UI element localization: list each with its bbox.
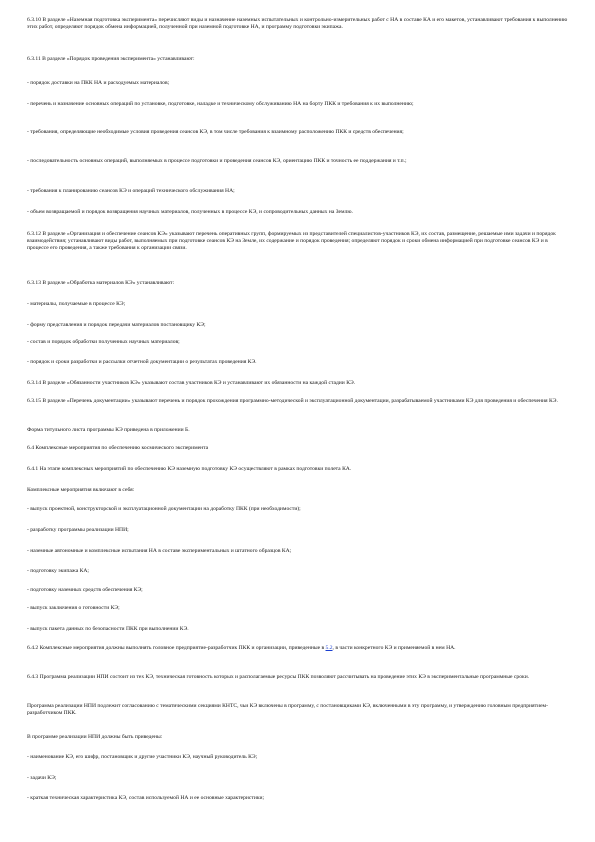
list-item: - состав и порядок обработки полученных научных материалов;: [27, 339, 180, 345]
paragraph-6-3-13: 6.3.13 В разделе «Обработка материалов КЭ» устанавливают:: [27, 280, 175, 286]
list-item: - подготовку наземных средств обеспечения КЭ;: [27, 587, 143, 593]
paragraph-6-3-12: 6.3.12 В разделе «Организация и обеспечение сеансов КЭ» указывают перечень оперативных групп, формируемых из представителей специалистов-участников КЭ, их состав, размещение, решаемые ими задачи и порядок взаимодействия; устанавливают виды работ, выполняемых при подготовке сеансов КЭ на Земле, их содержание и порядок проведения; определяют порядок и сроки обмена информацией при подготовке сеансов КЭ и в процессе его проведения, а также требования к организации связи.: [27, 231, 556, 252]
list-item: - выпуск заключения о готовности КЭ;: [27, 605, 120, 611]
paragraph-6-3-11: 6.3.11 В разделе «Порядок проведения эксперимента» устанавливают:: [27, 56, 195, 62]
paragraph-title-form: Форма титульного листа программы КЭ приведена в приложении Б.: [27, 427, 190, 433]
section-link[interactable]: 5.2: [325, 645, 333, 651]
list-item: - выпуск проектной, конструкторской и эксплуатационной документации на доработку ПКК (при необходимости);: [27, 506, 301, 512]
paragraph-6-3-14: 6.3.14 В разделе «Обязанности участников КЭ» указывают состав участников КЭ и устанавливают их обязанности на каждой стадии КЭ.: [27, 380, 356, 386]
list-item: - перечень и назначение основных операций по установке, подготовке, наладке и техническому обслуживанию НА на борту ПКК и требования к их выполнению;: [27, 101, 414, 107]
paragraph-6-4-1: 6.4.1 На этапе комплексных мероприятий по обеспечению КЭ наземную подготовку КЭ осуществляют в рамках подготовки полета КА.: [27, 466, 352, 472]
list-item: - форму представления и порядок передачи материалов постановщику КЭ;: [27, 322, 206, 328]
list-item: - требования, определяющие необходимые условия проведения сеансов КЭ, в том числе требования к взаимному расположению ПКК и средств обеспечения;: [27, 129, 404, 135]
list-item: - подготовку экипажа КА;: [27, 568, 89, 574]
list-item: - порядок и сроки разработки и рассылки отчетной документации о результатах проведения КЭ.: [27, 359, 257, 365]
paragraph-6-3-15: 6.3.15 В разделе «Перечень документации» указывают перечень и порядок прохождения программно-методической и эксплуатационной документации, разрабатываемой участниками КЭ для проведения и обеспечения КЭ.: [27, 398, 558, 404]
paragraph-complex-intro: Комплексные мероприятия включают в себя:: [27, 487, 135, 493]
list-item: - материалы, получаемые в процессе КЭ;: [27, 301, 126, 307]
paragraph-6-3-10: 6.3.10 В разделе «Наземная подготовка эксперимента» перечисляют виды и назначение наземных испытательных и контрольно-измерительных работ с НА в составе КА и его макетов, устанавливают требования к выполнению этих работ, определяют порядок обмена информацией, полученной при наземной подготовке НА, и программу подготовки экипажа.: [27, 17, 568, 31]
paragraph-program-contents: В программе реализации НПИ должны быть приведены:: [27, 734, 163, 740]
paragraph-6-4-3: 6.4.3 Программа реализации НПИ состоит из тех КЭ, техническая готовность которых и располагаемые ресурсы ПКК позволяют рассчитывать на проведение этих КЭ в экспериментальные программные сроки.: [27, 674, 530, 680]
list-item: - наземные автономные и комплексные испытания НА в составе экспериментальных и штатного образцов КА;: [27, 548, 292, 554]
paragraph-program-approval: Программа реализации НПИ подлежит согласованию с тематическими секциями КНТС, чьи КЭ включены в программу, с постановщиками КЭ, включенными в эту программу, и утверждению головным предприятием-разработчиком ПКК.: [27, 703, 548, 717]
paragraph-text: 6.4.2 Комплексные мероприятия должны выполнять головное предприятие-разработчик ПКК и организации, приведенные в: [27, 645, 326, 651]
list-item: - выпуск пакета данных по безопасности ПКК при выполнении КЭ.: [27, 626, 189, 632]
list-item: - задачи КЭ;: [27, 775, 57, 781]
list-item: - объем возвращаемой и порядок возвращения научных материалов, полученных в процессе КЭ, и сопроводительных данных на Землю.: [27, 209, 353, 215]
paragraph-6-4-2: [27, 645, 570, 652]
list-item: - последовательность основных операций, выполняемых в процессе подготовки и проведения сеансов КЭ, ориентацию ПКК и точность ее поддержания и т.п.;: [27, 158, 407, 164]
list-item: - требования к планированию сеансов КЭ и операций технического обслуживания НА;: [27, 188, 235, 194]
section-heading-6-4: 6.4 Комплексные мероприятия по обеспечению космического эксперимента: [27, 445, 209, 451]
list-item: - краткая техническая характеристика КЭ, состав используемой НА и ее основные характеристики;: [27, 795, 265, 801]
paragraph-text-continued: , в части конкретного КЭ и применяемой в нем НА.: [332, 645, 456, 651]
list-item: - порядок доставки на ПКК НА и расходуемых материалов;: [27, 80, 170, 86]
list-item: - разработку программы реализации НПИ;: [27, 527, 129, 533]
list-item: - наименование КЭ, его шифр, постановщик и другие участники КЭ, научный руководитель КЭ;: [27, 754, 258, 760]
